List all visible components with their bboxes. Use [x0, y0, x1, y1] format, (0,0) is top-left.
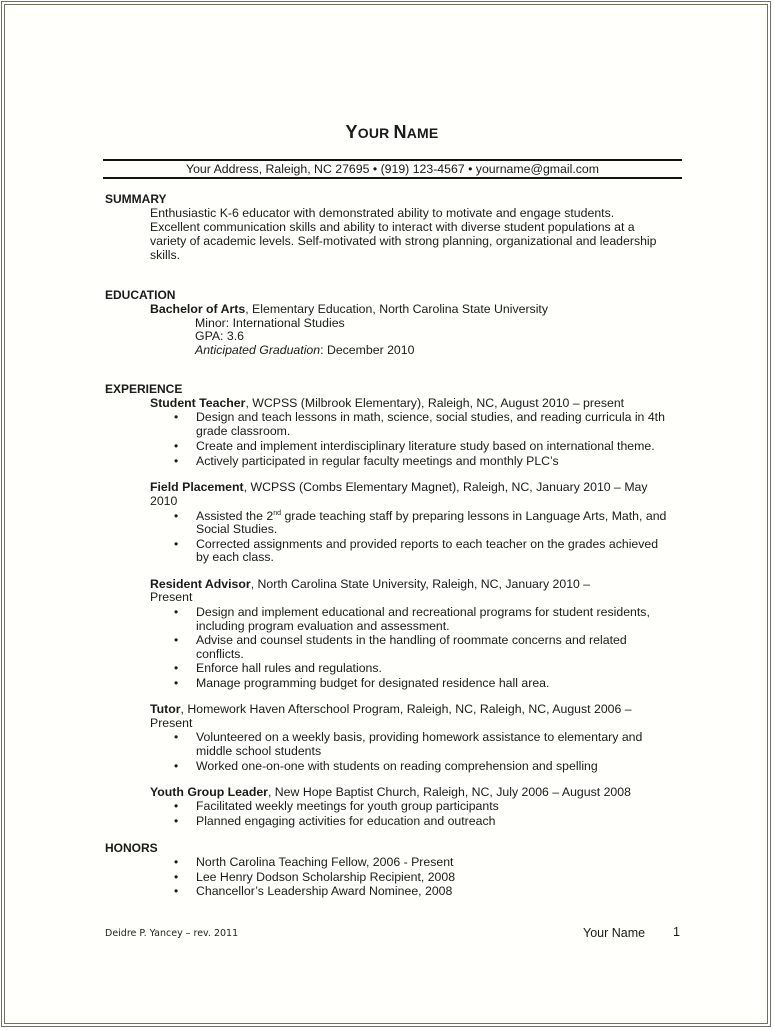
- bullet-icon: •: [174, 759, 179, 773]
- job-title-line: Field Placement, WCPSS (Combs Elementary Magnet), Raleigh, NC, January 2010 – May: [150, 480, 648, 494]
- bullet-icon: •: [174, 439, 179, 453]
- summary-line: variety of academic levels. Self-motivated with strong planning, organizational and leadership: [150, 234, 657, 248]
- footer-author: Deidre P. Yancey – rev. 2011: [105, 928, 239, 939]
- bullet-icon: •: [174, 730, 179, 744]
- job-bullet: including program evaluation and assessment.: [196, 619, 450, 633]
- job-bullet: Assisted the 2nd grade teaching staff by preparing lessons in Language Arts, Math, and: [196, 509, 667, 523]
- honors-heading: HONORS: [105, 841, 158, 855]
- job-bullet: Facilitated weekly meetings for youth group participants: [196, 799, 499, 813]
- job-bullet: Social Studies.: [196, 522, 278, 536]
- job-bullet: middle school students: [196, 744, 322, 758]
- job-title-line: Student Teacher, WCPSS (Milbrook Elementary), Raleigh, NC, August 2010 – present: [150, 396, 625, 410]
- honor-item: Lee Henry Dodson Scholarship Recipient, 2008: [196, 870, 456, 884]
- summary-heading: SUMMARY: [105, 192, 167, 206]
- footer-name: Your Name: [583, 926, 646, 940]
- job-title-line: Resident Advisor, North Carolina State University, Raleigh, NC, January 2010 –: [150, 577, 591, 591]
- minor-line: Minor: International Studies: [195, 316, 345, 330]
- honor-item: North Carolina Teaching Fellow, 2006 - Present: [196, 855, 454, 869]
- job-bullet: Design and teach lessons in math, science, social studies, and reading curricula in 4th: [196, 410, 665, 424]
- bullet-icon: •: [174, 799, 179, 813]
- job-bullet: conflicts.: [196, 647, 244, 661]
- job-bullet: Manage programming budget for designated residence hall area.: [196, 676, 550, 690]
- degree-line: Bachelor of Arts, Elementary Education, North Carolina State University: [150, 302, 548, 316]
- job-bullet: Design and implement educational and recreational programs for student residents,: [196, 605, 650, 619]
- bullet-icon: •: [174, 605, 179, 619]
- job-title-line-cont: Present: [150, 716, 193, 730]
- job-bullet: Advise and counsel students in the handling of roommate concerns and related: [196, 633, 627, 647]
- page-number: 1: [673, 925, 680, 939]
- bullet-icon: •: [174, 661, 179, 675]
- bullet-icon: •: [174, 633, 179, 647]
- resume-name: YOUR NAME: [345, 122, 439, 142]
- education-heading: EDUCATION: [105, 288, 176, 302]
- job-bullet: Worked one-on-one with students on reading comprehension and spelling: [196, 759, 598, 773]
- header-rule-bottom: [103, 177, 682, 179]
- bullet-icon: •: [174, 884, 179, 898]
- bullet-icon: •: [174, 870, 179, 884]
- gpa-line: GPA: 3.6: [195, 329, 244, 343]
- honor-item: Chancellor’s Leadership Award Nominee, 2008: [196, 884, 453, 898]
- summary-line: Enthusiastic K-6 educator with demonstrated ability to motivate and engage students.: [150, 206, 615, 220]
- bullet-icon: •: [174, 814, 179, 828]
- job-bullet: Actively participated in regular faculty meetings and monthly PLC’s: [196, 454, 559, 468]
- job-bullet: Planned engaging activities for education and outreach: [196, 814, 496, 828]
- bullet-icon: •: [174, 676, 179, 690]
- bullet-icon: •: [174, 855, 179, 869]
- job-bullet: grade classroom.: [196, 424, 291, 438]
- job-bullet: by each class.: [196, 550, 274, 564]
- bullet-icon: •: [174, 537, 179, 551]
- job-title-line: Tutor, Homework Haven Afterschool Program, Raleigh, NC, Raleigh, NC, August 2006 –: [150, 702, 632, 716]
- job-title-line: Youth Group Leader, New Hope Baptist Church, Raleigh, NC, July 2006 – August 2008: [150, 785, 631, 799]
- header-rule-top: [103, 159, 682, 161]
- summary-line: skills.: [150, 248, 181, 262]
- job-title-line-cont: Present: [150, 590, 193, 604]
- contact-line: Your Address, Raleigh, NC 27695 • (919) 123-4567 • yourname@gmail.com: [186, 162, 599, 176]
- job-bullet: Create and implement interdisciplinary literature study based on international theme.: [196, 439, 655, 453]
- job-bullet: Enforce hall rules and regulations.: [196, 661, 382, 675]
- summary-line: Excellent communication skills and ability to interact with diverse student populations at a: [150, 220, 635, 234]
- bullet-icon: •: [174, 410, 179, 424]
- job-bullet: Corrected assignments and provided reports to each teacher on the grades achieved: [196, 537, 659, 551]
- experience-heading: EXPERIENCE: [105, 382, 183, 396]
- job-bullet: Volunteered on a weekly basis, providing homework assistance to elementary and: [196, 730, 643, 744]
- graduation-line: Anticipated Graduation: December 2010: [195, 343, 415, 357]
- bullet-icon: •: [174, 509, 179, 523]
- job-title-line-cont: 2010: [150, 494, 178, 508]
- bullet-icon: •: [174, 454, 179, 468]
